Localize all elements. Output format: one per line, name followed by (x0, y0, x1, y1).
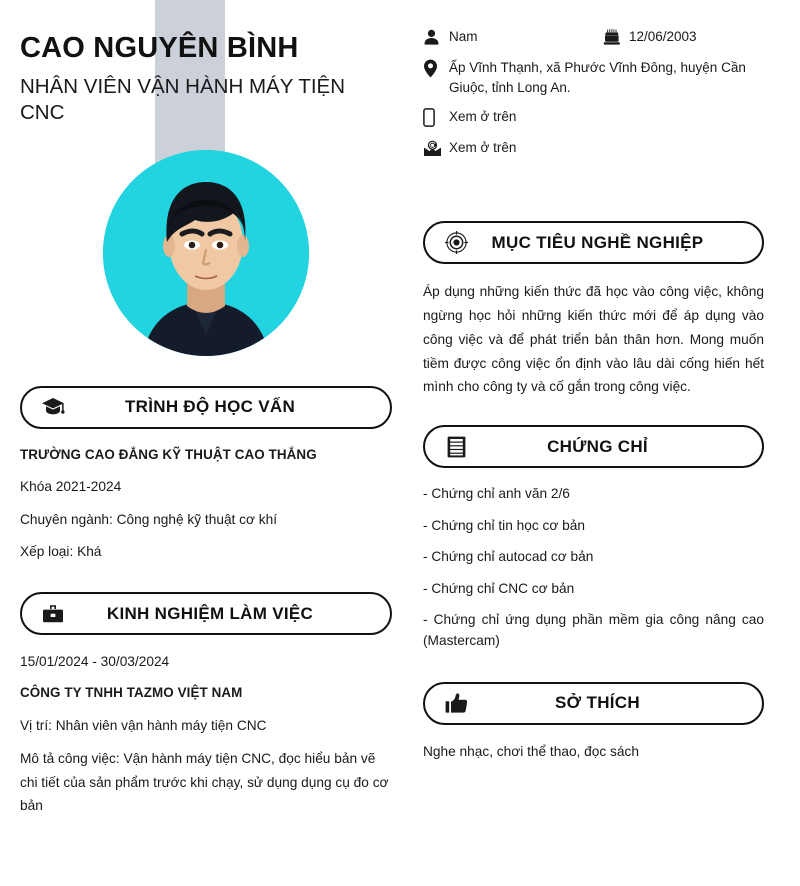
location-pin-icon (423, 57, 449, 79)
avatar-wrapper (20, 150, 392, 356)
contact-list (423, 0, 764, 159)
experience-position: Vị trí: Nhân viên vận hành máy tiện CNC (20, 718, 267, 734)
education-heading: TRÌNH ĐỘ HỌC VẤN (124, 397, 296, 417)
experience-description: Mô tả công việc: Vận hành máy tiện CNC, đọc hiểu bản vẽ chi tiết của sản phẩm trước khi chạy, sử dụng dụng cụ đo cơ bản (20, 751, 389, 814)
certificates-header (423, 425, 764, 468)
contact-row-gender-birthday (423, 26, 764, 48)
hobbies-body: Nghe nhạc, chơi thể thao, đọc sách (423, 743, 639, 759)
person-icon (423, 26, 449, 48)
experience-company: CÔNG TY TNHH TAZMO VIỆT NAM (20, 685, 243, 701)
objective-heading: MỤC TIÊU NGHỀ NGHIỆP (491, 232, 704, 252)
objective-body: Áp dụng những kiến thức đã học vào công việc, không ngừng học hỏi những kiến thức mới để áp dụng vào công việc và để phát triển bản thân hơn. Mong muốn tiềm được công việc ổn định vào lâu dài cống hiến hết mình cho công ty và cố gắn trong công việc. (423, 284, 764, 395)
document-list-icon (439, 436, 473, 458)
hobbies-heading: SỞ THÍCH (555, 693, 640, 713)
envelope-at-icon (423, 137, 449, 159)
list-item: - Chứng chỉ anh văn 2/6 (423, 486, 570, 502)
experience-section (20, 592, 392, 818)
contact-item-address (423, 57, 764, 97)
objective-header (423, 221, 764, 264)
name-block (20, 0, 392, 126)
contact-birthday-value: 12/06/2003 (629, 29, 697, 44)
experience-heading: KINH NGHIỆM LÀM VIỆC (106, 603, 314, 623)
contact-item-gender (423, 26, 603, 48)
contact-item-phone (423, 106, 764, 128)
contact-item-email (423, 137, 764, 159)
target-icon (439, 231, 473, 254)
contact-item-birthday (603, 26, 697, 48)
right-column (412, 0, 800, 886)
avatar (103, 150, 309, 356)
graduation-cap-icon (36, 397, 70, 417)
hobbies-header (423, 682, 764, 725)
certificates-section (423, 425, 764, 651)
mobile-phone-icon (423, 106, 449, 128)
objective-section (423, 221, 764, 399)
thumbs-up-icon (439, 693, 473, 714)
contact-phone-value: Xem ở trên (449, 109, 517, 125)
education-school: TRƯỜNG CAO ĐẲNG KỸ THUẬT CAO THẮNG (20, 446, 317, 462)
list-item: - Chứng chỉ ứng dụng phần mềm gia công nâng cao (Mastercam) (423, 612, 764, 648)
contact-email-value: Xem ở trên (449, 140, 517, 156)
hobbies-section (423, 682, 764, 762)
education-header (20, 386, 392, 429)
contact-address-value: Ấp Vĩnh Thạnh, xã Phước Vĩnh Đông, huyện Cần Giuộc, tỉnh Long An. (449, 60, 746, 95)
education-section (20, 386, 392, 562)
job-title: NHÂN VIÊN VẬN HÀNH MÁY TIỆN CNC (20, 75, 346, 124)
list-item: - Chứng chỉ CNC cơ bản (423, 580, 575, 596)
experience-header (20, 592, 392, 635)
education-course: Khóa 2021-2024 (20, 479, 122, 495)
experience-date-range: 15/01/2024 - 30/03/2024 (20, 654, 170, 670)
page-title: CAO NGUYÊN BÌNH (20, 32, 299, 64)
birthday-cake-icon (603, 26, 629, 48)
education-major: Chuyên ngành: Công nghệ kỹ thuật cơ khí (20, 511, 278, 527)
education-grade: Xếp loại: Khá (20, 543, 102, 559)
briefcase-icon (36, 604, 70, 624)
list-item: - Chứng chỉ autocad cơ bản (423, 549, 594, 565)
contact-gender-value: Nam (449, 29, 478, 44)
portrait-illustration (103, 150, 309, 356)
certificates-heading: CHỨNG CHỈ (547, 436, 648, 456)
list-item: - Chứng chỉ tin học cơ bản (423, 517, 585, 533)
